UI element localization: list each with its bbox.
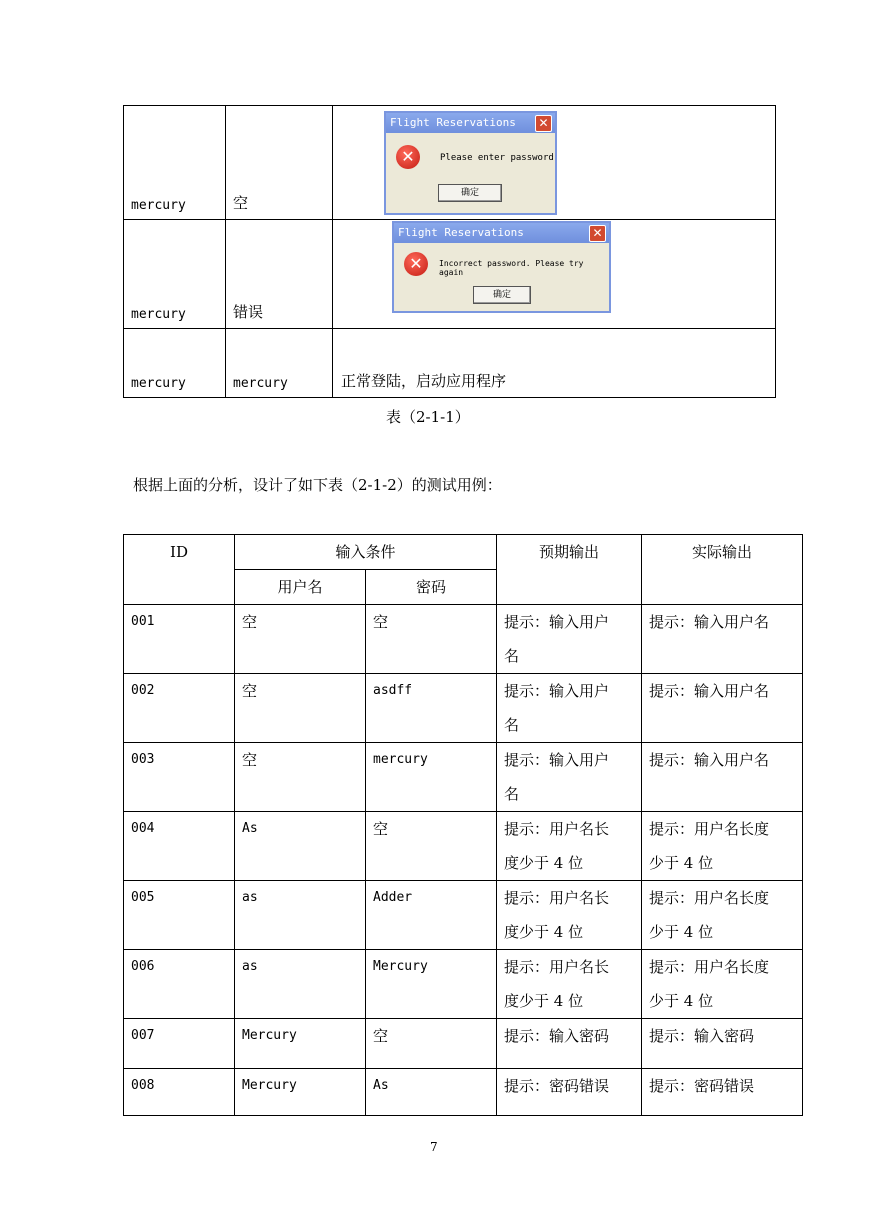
actual-cell	[642, 674, 803, 743]
id-cell: 004	[124, 812, 235, 881]
header-actual: 实际输出	[642, 535, 803, 605]
close-icon[interactable]: ✕	[589, 225, 606, 242]
password-cell: 错误	[226, 220, 333, 329]
table-row	[124, 605, 803, 674]
table-row	[124, 950, 803, 1019]
expected-cell-line: 提示：用户名长	[504, 820, 610, 838]
actual-cell-line: 少于 4 位	[649, 992, 714, 1010]
ok-button[interactable]: 确定	[438, 184, 502, 202]
password-cell: 空	[366, 605, 497, 674]
id-cell: 006	[124, 950, 235, 1019]
password-cell: 空	[366, 812, 497, 881]
expected-cell-line: 度少于 4 位	[504, 854, 584, 872]
password-cell: 空	[226, 106, 333, 220]
expected-cell	[497, 743, 642, 812]
user-cell: as	[235, 881, 366, 950]
expected-cell	[497, 1069, 642, 1116]
page-number: 7	[430, 1140, 438, 1154]
dialog-message: Incorrect password. Please try again	[439, 259, 584, 277]
user-cell: as	[235, 950, 366, 1019]
header-row	[124, 535, 803, 570]
dialog-title: Flight Reservations	[386, 113, 555, 133]
actual-cell	[642, 1069, 803, 1116]
table-row	[124, 674, 803, 743]
actual-cell-line: 提示：输入密码	[649, 1027, 755, 1045]
user-cell: mercury	[124, 329, 226, 398]
id-cell: 003	[124, 743, 235, 812]
actual-cell-line: 提示：输入用户名	[649, 751, 770, 769]
expected-cell	[497, 605, 642, 674]
actual-cell	[642, 950, 803, 1019]
actual-cell-line: 少于 4 位	[649, 923, 714, 941]
header-user: 用户名	[235, 570, 366, 605]
expected-cell-line: 提示：用户名长	[504, 889, 610, 907]
password-cell: Adder	[366, 881, 497, 950]
expected-cell	[497, 674, 642, 743]
expected-cell-line: 提示：用户名长	[504, 958, 610, 976]
header-id: ID	[124, 535, 235, 605]
expected-cell	[497, 881, 642, 950]
user-cell: 空	[235, 605, 366, 674]
table-row	[124, 1019, 803, 1069]
id-cell: 007	[124, 1019, 235, 1069]
expected-cell	[497, 950, 642, 1019]
actual-cell	[642, 743, 803, 812]
login-result-table	[123, 105, 776, 398]
user-cell: Mercury	[235, 1069, 366, 1116]
table-row	[124, 743, 803, 812]
result-cell	[333, 220, 776, 329]
header-expected: 预期输出	[497, 535, 642, 605]
table-caption: 表（2-1-1）	[386, 408, 470, 426]
id-cell: 001	[124, 605, 235, 674]
table-row	[124, 329, 776, 398]
id-cell: 002	[124, 674, 235, 743]
actual-cell-line: 提示：输入用户名	[649, 682, 770, 700]
actual-cell	[642, 605, 803, 674]
expected-cell-line: 名	[504, 647, 520, 665]
expected-cell-line: 名	[504, 785, 520, 803]
actual-cell-line: 少于 4 位	[649, 854, 714, 872]
table-row	[124, 812, 803, 881]
expected-cell-line: 提示：输入用户	[504, 613, 610, 631]
user-cell: 空	[235, 743, 366, 812]
id-cell: 008	[124, 1069, 235, 1116]
user-cell: mercury	[124, 106, 226, 220]
expected-cell-line: 名	[504, 716, 520, 734]
actual-cell-line: 提示：密码错误	[649, 1077, 755, 1095]
expected-cell-line: 提示：密码错误	[504, 1077, 610, 1095]
ok-button[interactable]: 确定	[473, 286, 531, 304]
user-cell: Mercury	[235, 1019, 366, 1069]
expected-cell-line: 提示：输入密码	[504, 1027, 610, 1045]
actual-cell-line: 提示：输入用户名	[649, 613, 770, 631]
table-row	[124, 220, 776, 329]
test-case-table	[123, 534, 803, 1116]
actual-cell-line: 提示：用户名长度	[649, 889, 770, 907]
password-cell: 空	[366, 1019, 497, 1069]
password-cell: Mercury	[366, 950, 497, 1019]
error-icon: ✕	[396, 145, 420, 169]
expected-cell	[497, 812, 642, 881]
error-dialog	[392, 221, 611, 313]
close-icon[interactable]: ✕	[535, 115, 552, 132]
actual-cell	[642, 881, 803, 950]
expected-cell	[497, 1019, 642, 1069]
actual-cell-line: 提示：用户名长度	[649, 958, 770, 976]
expected-cell-line: 提示：输入用户	[504, 751, 610, 769]
table-row	[124, 1069, 803, 1116]
user-cell: 空	[235, 674, 366, 743]
test-case-rows	[124, 605, 803, 1116]
password-cell: asdff	[366, 674, 497, 743]
id-cell: 005	[124, 881, 235, 950]
header-input: 输入条件	[235, 535, 497, 570]
result-cell	[333, 106, 776, 220]
error-icon: ✕	[404, 252, 428, 276]
table-row	[124, 106, 776, 220]
dialog-message: Please enter password	[440, 153, 554, 163]
actual-cell-line: 提示：用户名长度	[649, 820, 770, 838]
password-cell: As	[366, 1069, 497, 1116]
expected-cell-line: 度少于 4 位	[504, 992, 584, 1010]
actual-cell	[642, 1019, 803, 1069]
header-password: 密码	[366, 570, 497, 605]
user-cell: As	[235, 812, 366, 881]
password-cell: mercury	[226, 329, 333, 398]
actual-cell	[642, 812, 803, 881]
user-cell: mercury	[124, 220, 226, 329]
result-cell: 正常登陆，启动应用程序	[333, 329, 776, 398]
expected-cell-line: 度少于 4 位	[504, 923, 584, 941]
table-row	[124, 881, 803, 950]
error-dialog	[384, 111, 557, 215]
expected-cell-line: 提示：输入用户	[504, 682, 610, 700]
dialog-title: Flight Reservations	[394, 223, 609, 243]
password-cell: mercury	[366, 743, 497, 812]
intro-text: 根据上面的分析，设计了如下表（2-1-2）的测试用例：	[133, 476, 502, 494]
